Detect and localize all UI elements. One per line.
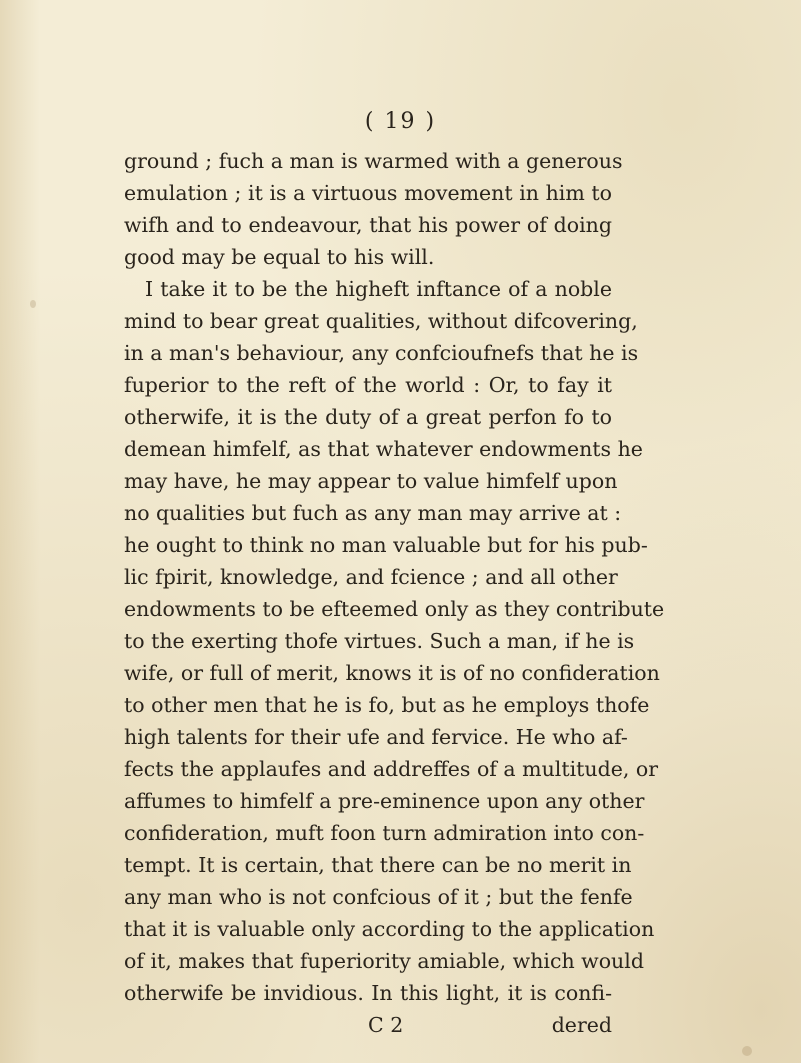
text-line: any man who is not confcious of it ; but the fenfe <box>124 885 633 909</box>
text-line: he ought to think no man valuable but for his pub- <box>124 533 648 557</box>
page-number: ( 19 ) <box>364 109 437 134</box>
text-line: of it, makes that fuperiority amiable, which would <box>124 949 644 973</box>
text-line: wife, or full of merit, knows it is of no confideration <box>124 661 660 685</box>
text-line: fuperior to the reft of the world : Or, to fay it <box>124 373 612 397</box>
text-line: emulation ; it is a virtuous movement in him to <box>124 181 612 205</box>
text-line: confideration, muft foon turn admiration into con- <box>124 821 645 845</box>
paper-stain <box>742 1046 752 1056</box>
paper-stain <box>30 300 36 308</box>
text-line: to the exerting thofe virtues. Such a man, if he is <box>124 629 635 653</box>
text-line: may have, he may appear to value himfelf upon <box>124 469 618 493</box>
text-line: to other men that he is fo, but as he employs thofe <box>124 693 650 717</box>
paragraph-first-line: I take it to be the higheft inftance of a noble <box>145 277 612 301</box>
text-line: wifh and to endeavour, that his power of doing <box>124 213 612 237</box>
text-line: lic fpirit, knowledge, and fcience ; and all other <box>124 565 618 589</box>
text-line: in a man's behaviour, any confcioufnefs that he is <box>124 341 639 365</box>
text-line: endowments to be efteemed only as they contribute <box>124 597 665 621</box>
signature-mark: C 2 <box>368 1013 404 1037</box>
text-line: that it is valuable only according to the application <box>124 917 655 941</box>
text-line: demean himfelf, as that whatever endowments he <box>124 437 643 461</box>
text-line: good may be equal to his will. <box>124 245 435 269</box>
text-line: affumes to himfelf a pre-eminence upon any other <box>124 789 645 813</box>
text-line: tempt. It is certain, that there can be no merit in <box>124 853 632 877</box>
text-line: ground ; fuch a man is warmed with a generous <box>124 149 623 173</box>
text-line: high talents for their ufe and fervice. He who af- <box>124 725 628 749</box>
catchword: dered <box>551 1013 612 1037</box>
text-line: fects the applaufes and addreffes of a multitude, or <box>124 757 659 781</box>
text-line: no qualities but fuch as any man may arrive at : <box>124 501 622 525</box>
text-line: mind to bear great qualities, without difcovering, <box>124 309 638 333</box>
text-line: otherwife be invidious. In this light, it is confi- <box>124 981 612 1005</box>
text-line: otherwife, it is the duty of a great perfon fo to <box>124 405 612 429</box>
